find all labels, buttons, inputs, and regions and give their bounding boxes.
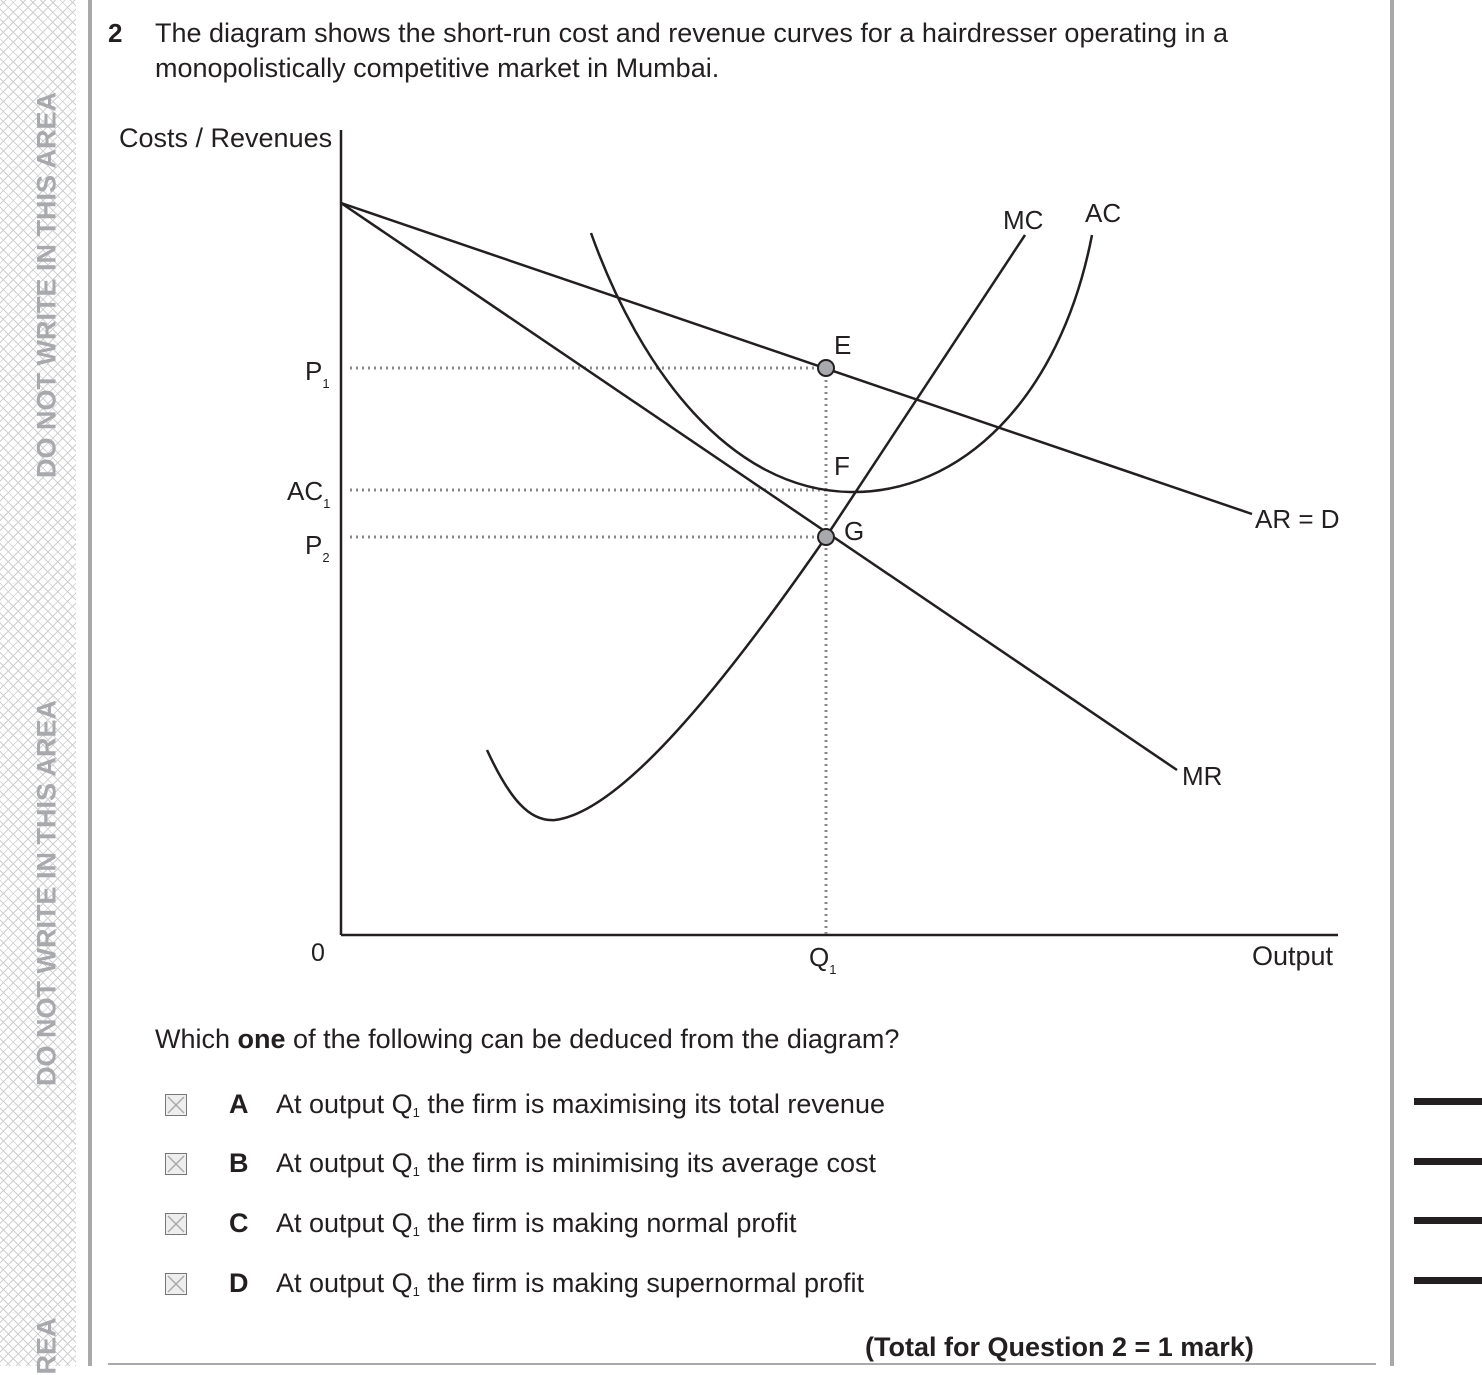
option-letter: D	[229, 1268, 249, 1298]
p2-tick-label: $P_2$	[305, 530, 330, 565]
q1-tick-label: $Q_1$	[809, 942, 837, 977]
margin-mark	[1414, 1098, 1482, 1105]
mc-curve	[487, 235, 1025, 820]
origin-label: 0	[311, 939, 325, 967]
option-letter: C	[229, 1208, 249, 1238]
margin-warning-text-partial: REA	[31, 1317, 62, 1375]
guide-lines	[350, 368, 826, 935]
point-e	[818, 360, 834, 376]
bottom-rule	[108, 1363, 1376, 1365]
point-g-label: G	[844, 516, 865, 546]
mc-label: MC	[1003, 205, 1044, 235]
answer-checkbox[interactable]	[165, 1153, 187, 1175]
mr-label: MR	[1182, 761, 1223, 791]
question-stem: The diagram shows the short-run cost and revenue curves for a hairdresser operating in a monopolistically competitive market in Mumbai.	[155, 18, 1229, 83]
cross-box-icon	[166, 1154, 186, 1174]
option-text: At output $Q_1$ the firm is minimising its average cost	[276, 1148, 876, 1179]
prompt-emphasis: one	[237, 1024, 286, 1054]
answer-checkbox[interactable]	[165, 1213, 187, 1235]
margin-mark	[1414, 1217, 1482, 1224]
cross-box-icon	[166, 1274, 186, 1294]
margin-warning-text: DO NOT WRITE IN THIS AREA	[31, 700, 62, 1086]
answer-checkbox[interactable]	[165, 1273, 187, 1295]
ar-label: AR = D	[1255, 504, 1340, 534]
ac-label: AC	[1085, 198, 1122, 228]
option-letter: B	[229, 1148, 249, 1178]
option-text: At output $Q_1$ the firm is making normal profit	[276, 1208, 797, 1239]
y-axis-label: Costs / Revenues	[119, 123, 333, 153]
option-text: At output $Q_1$ the firm is maximising its total revenue	[276, 1089, 885, 1120]
cross-box-icon	[166, 1095, 186, 1115]
question-total: (Total for Question 2 = 1 mark)	[865, 1332, 1254, 1362]
question-prompt	[155, 1024, 899, 1055]
ac1-tick-label: $AC_1$	[287, 476, 331, 511]
x-axis-label: Output	[1252, 941, 1334, 971]
point-e-label: E	[834, 330, 852, 360]
margin-warning-text: DO NOT WRITE IN THIS AREA	[31, 92, 62, 478]
mr-curve	[341, 203, 1177, 770]
point-f-label: F	[834, 451, 850, 481]
answer-checkbox[interactable]	[165, 1094, 187, 1116]
margin-mark	[1414, 1277, 1482, 1284]
cross-box-icon	[166, 1214, 186, 1234]
margin-mark	[1414, 1158, 1482, 1165]
p1-tick-label: $P_1$	[305, 356, 330, 391]
option-letter: A	[229, 1089, 249, 1119]
question-number: 2	[108, 18, 123, 48]
point-g	[818, 529, 834, 545]
ar-curve	[341, 203, 1252, 514]
prompt-text: of the following can be deduced from the diagram?	[285, 1024, 900, 1054]
prompt-text: Which	[155, 1024, 238, 1054]
option-text: At output $Q_1$ the firm is making supernormal profit	[276, 1268, 864, 1299]
